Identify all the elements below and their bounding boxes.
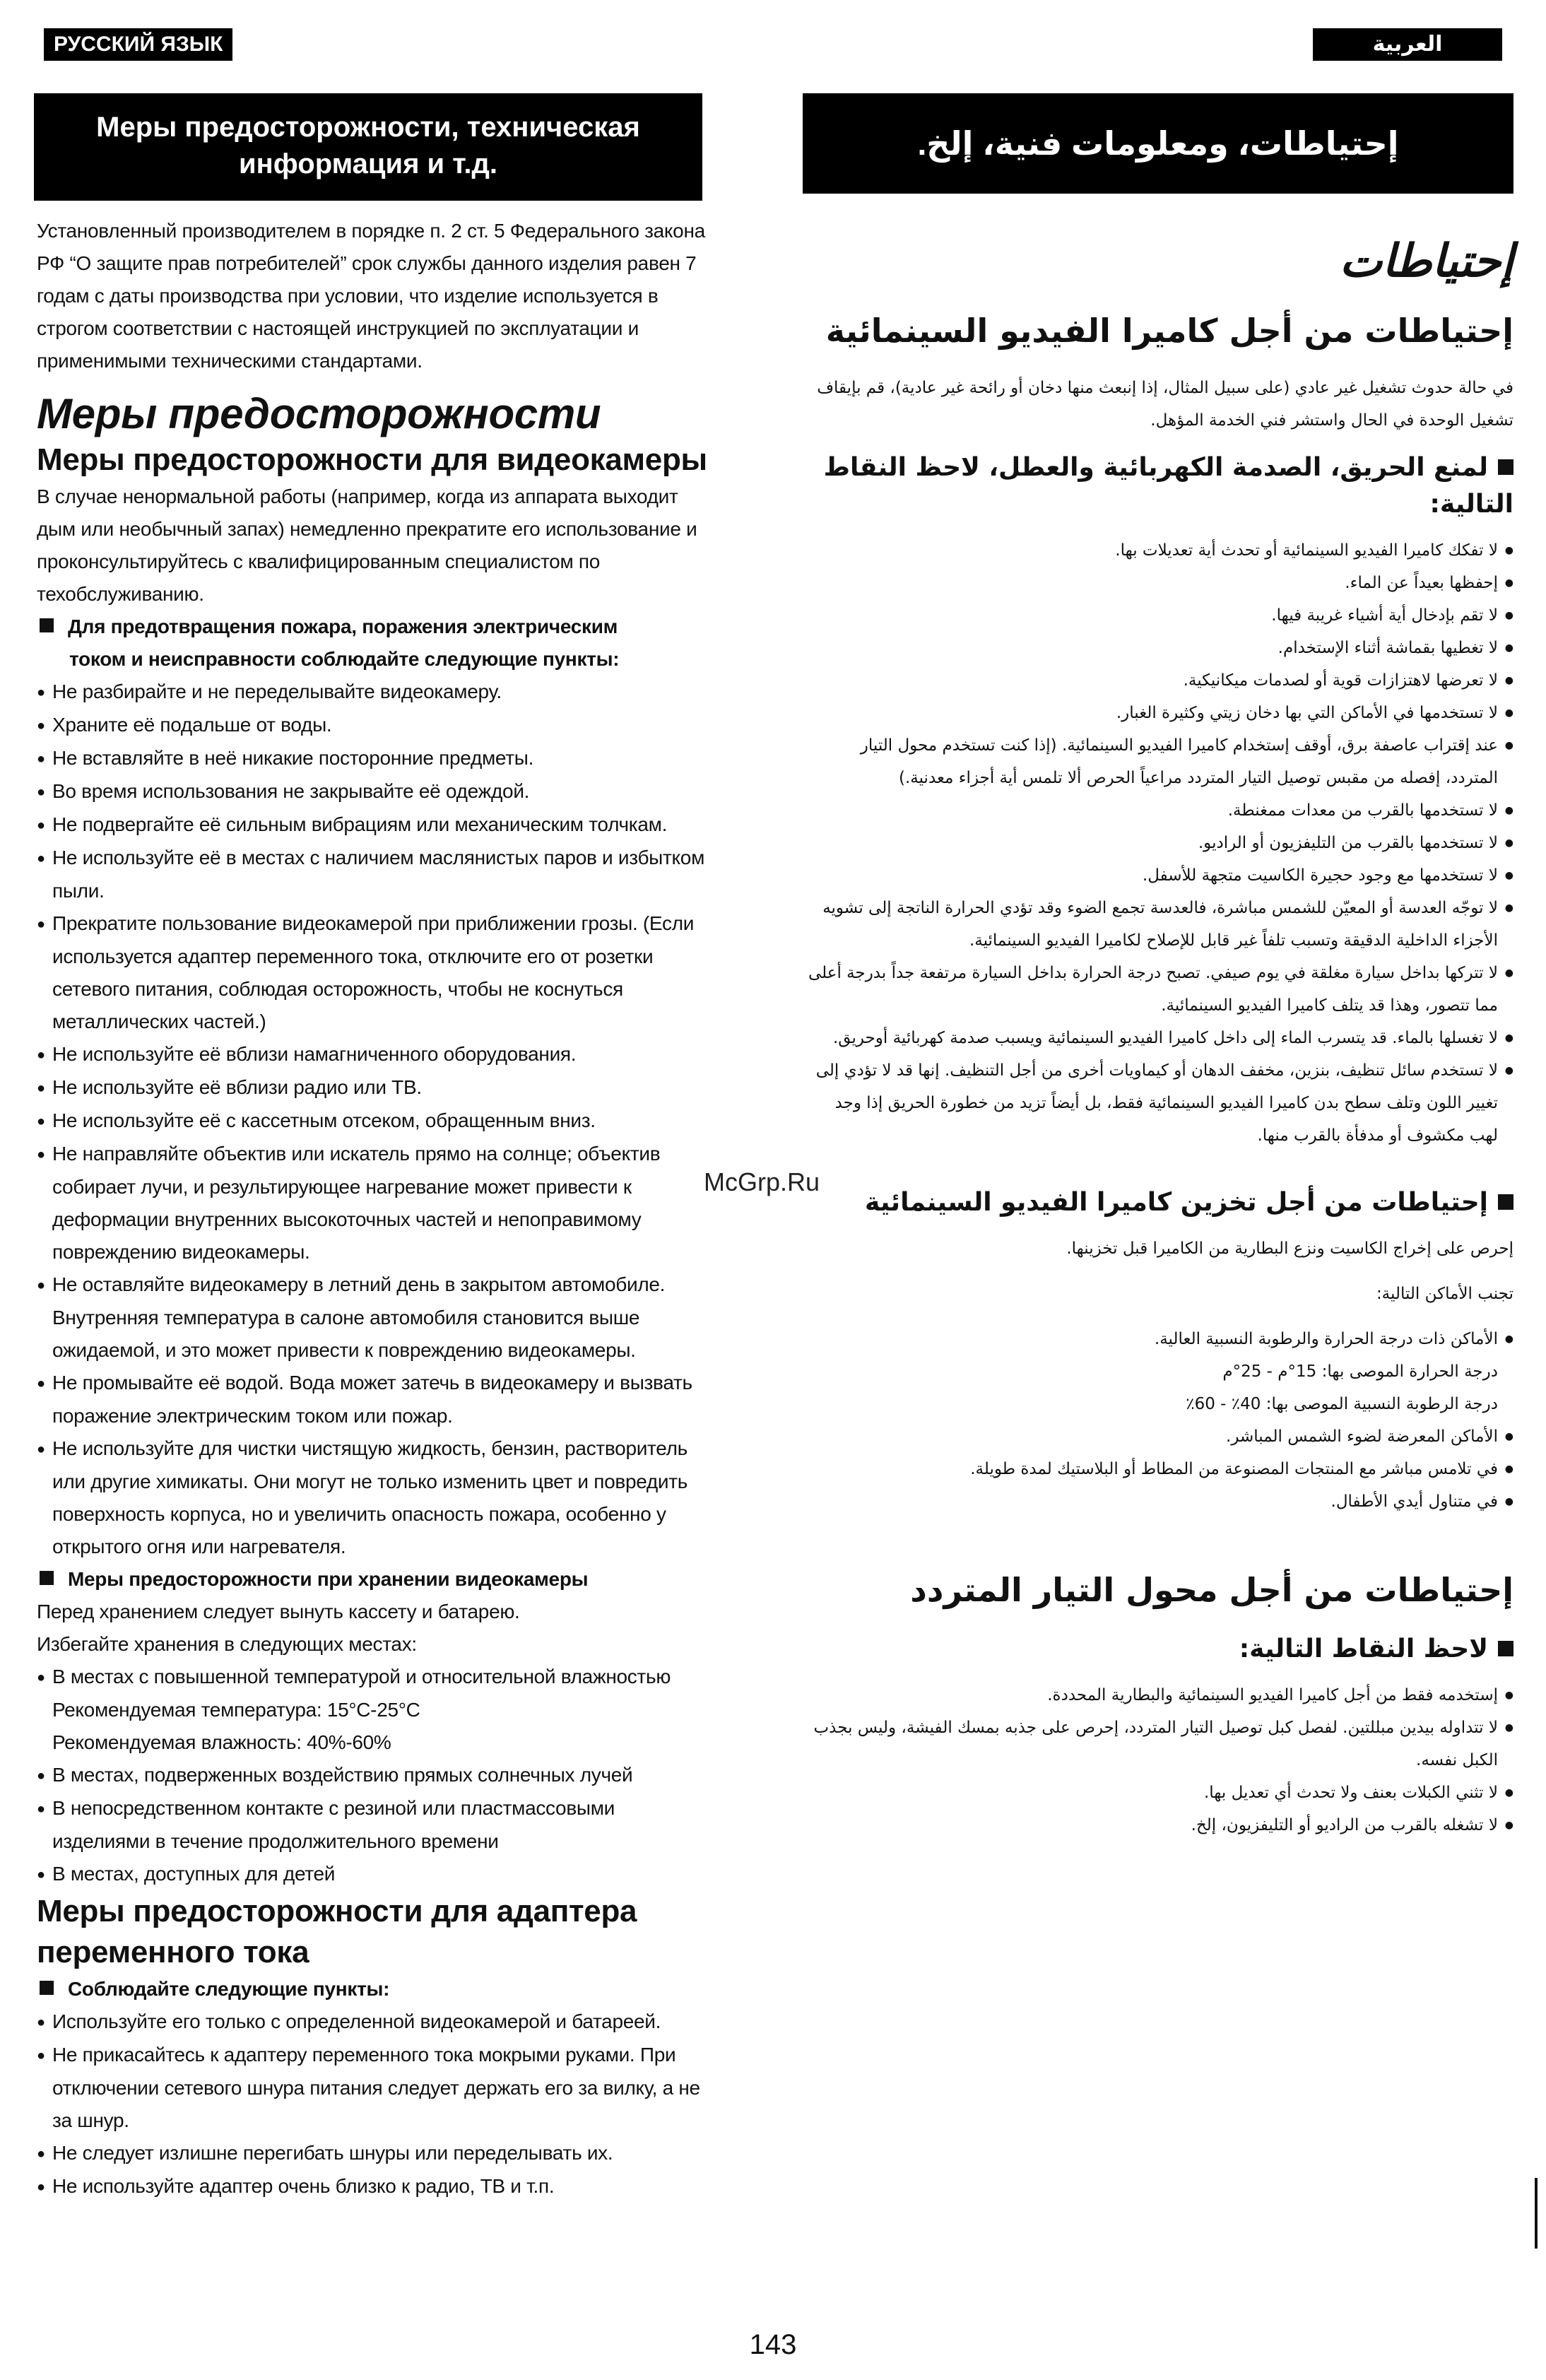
square-bullet-icon: [40, 1981, 54, 1995]
list-item: ● لا تشغله بالقرب من الراديو أو التليفزيون، إلخ.: [807, 1809, 1513, 1842]
precautions-heading-arabic: إحتياطات: [1339, 235, 1513, 288]
list-item: ● Не используйте её вблизи намагниченного оборудования.: [37, 1038, 715, 1071]
list-item: ● В местах, подверженных воздействию прямых солнечных лучей: [37, 1759, 715, 1792]
russian-column: [37, 215, 715, 2203]
list-item: ● Не используйте её с кассетным отсеком, обращенным вниз.: [37, 1104, 715, 1138]
list-item: ● В непосредственном контакте с резиной или пластмассовыми изделиями в течение продолжительного времени: [37, 1792, 715, 1858]
list-item: ● لا تستخدمها في الأماكن التي بها دخان زيتي وكثيرة الغبار.: [807, 697, 1513, 729]
storage-avoid-arabic: تجنب الأماكن التالية:: [1376, 1285, 1513, 1303]
arabic-column: [807, 233, 1513, 1842]
list-item: ● لا تعرضها لاهتزازات قوية أو لصدمات ميكانيكية.: [807, 664, 1513, 697]
list-item: ● Не используйте её вблизи радио или ТВ.: [37, 1071, 715, 1104]
list-item: ● Не оставляйте видеокамеру в летний день в закрытом автомобиле. Внутренняя температура в салоне автомобиля становится выше ожидаемой, и это может привести к повреждению видеокамеры.: [37, 1268, 715, 1367]
list-item: ● لا تتداوله بيدين مبللتين. لفصل كبل توصيل التيار المتردد، إحرص على جذبه بمسك الفيشة، وليس بجذب الكبل نفسه.: [807, 1712, 1513, 1777]
square-bullet-icon: [40, 1571, 54, 1585]
list-item: ● Не подвергайте её сильным вибрациям или механическим толчкам.: [37, 808, 715, 842]
storage-humidity: Рекомендуемая влажность: 40%-60%: [52, 1731, 391, 1753]
list-item: ● В местах с повышенной температурой и относительной влажностью: [37, 1661, 715, 1694]
list-item: ● لا تثني الكبلات بعنف ولا تحدث أي تعديل بها.: [807, 1777, 1513, 1809]
list-item: ● Во время использования не закрывайте её одеждой.: [37, 775, 715, 808]
list-item: ● في تلامس مباشر مع المنتجات المصنوعة من المطاط أو البلاستيك لمدة طويلة.: [807, 1453, 1513, 1485]
list-item: ● Не вставляйте в неё никакие посторонние предметы.: [37, 742, 715, 775]
list-item: ● Прекратите пользование видеокамерой при приближении грозы. (Если используется адаптер переменного тока, отключите его от розетки сетевого питания, соблюдая осторожность, чтобы не коснуться металлических частей.): [37, 907, 715, 1038]
list-item: ● لا تغسلها بالماء. قد يتسرب الماء إلى داخل كاميرا الفيديو السينمائية ويسبب صدمة كهربائية أوحريق.: [807, 1022, 1513, 1054]
storage-avoid-line: Избегайте хранения в следующих местах:: [37, 1633, 417, 1655]
square-bullet-icon: [40, 618, 54, 632]
storage-temperature-arabic: درجة الحرارة الموصى بها: 15°م - 25°م: [1222, 1362, 1498, 1381]
square-bullet-icon: [1498, 1194, 1513, 1210]
list-item: ● لا تفكك كاميرا الفيديو السينمائية أو تحدث أية تعديلات بها.: [807, 534, 1513, 567]
camera-abnormal-paragraph: В случае ненормальной работы (например, когда из аппарата выходит дым или необычный запах) немедленно прекратите его использование и проконсультируйтесь с квалифицированным специалистом по техобслуживанию.: [37, 485, 697, 605]
list-item: ● لا تقم بإدخال أية أشياء غريبة فيها.: [807, 599, 1513, 632]
storage-humidity-arabic: درجة الرطوبة النسبية الموصى بها: 40٪ - 60٪: [1186, 1395, 1498, 1413]
adapter-heading-arabic: إحتياطات من أجل محول التيار المتردد: [910, 1571, 1513, 1609]
list-item: ● В местах, доступных для детей: [37, 1858, 715, 1891]
list-item: ● إستخدمه فقط من أجل كاميرا الفيديو السينمائية والبطارية المحددة.: [807, 1679, 1513, 1712]
camera-precautions-heading-arabic: إحتياطات من أجل كاميرا الفيديو السينمائية: [825, 312, 1513, 350]
section-banner-arabic: إحتياطات، ومعلومات فنية، إلخ.: [803, 93, 1513, 194]
list-item: ● لا تغطيها بقماشة أثناء الإستخدام.: [807, 632, 1513, 664]
fire-prevention-subheading-cont: током и неисправности соблюдайте следующие пункты:: [69, 648, 620, 670]
square-bullet-icon: [1498, 1641, 1513, 1656]
language-tag-russian: РУССКИЙ ЯЗЫК: [44, 28, 232, 61]
language-tag-arabic: العربية: [1313, 28, 1502, 61]
list-item: ● لا تستخدمها بالقرب من التليفزيون أو الراديو.: [807, 827, 1513, 859]
list-item: ● عند إقتراب عاصفة برق، أوقف إستخدام كاميرا الفيديو السينمائية. (إذا كنت تستخدم محول التيار المتردد، إفصله من مقبس توصيل التيار المتردد مراعياً الحرص ألا تلمس أية أجزاء معدنية.): [807, 729, 1513, 794]
fire-prevention-subheading-arabic: لمنع الحريق، الصدمة الكهربائية والعطل، لاحظ النقاط التالية:: [823, 453, 1513, 519]
storage-intro-line: Перед хранением следует вынуть кассету и батарею.: [37, 1601, 520, 1622]
list-item: ● لا تتركها بداخل سيارة مغلقة في يوم صيفي. تصبح درجة الحرارة بداخل السيارة مرتفعة جداً بدرجة أعلى مما تتصور، وهذا قد يتلف كاميرا الفيديو السينمائية.: [807, 957, 1513, 1022]
list-item: ● لا تستخدمها بالقرب من معدات ممغنطة.: [807, 794, 1513, 827]
list-item: ● Не промывайте её водой. Вода может затечь в видеокамеру и вызвать поражение электрическим током или пожар.: [37, 1367, 715, 1432]
square-bullet-icon: [1498, 459, 1513, 475]
adapter-subheading-arabic: لاحظ النقاط التالية:: [807, 1631, 1513, 1668]
list-item: ● Не прикасайтесь к адаптеру переменного тока мокрыми руками. При отключении сетевого шнура питания следует держать его за вилку, а не за шнур.: [37, 2039, 715, 2137]
list-item: ● Не разбирайте и не переделывайте видеокамеру.: [37, 676, 715, 709]
list-item: ● Не направляйте объектив или искатель прямо на солнце; объектив собирает лучи, и результирующее нагревание может привести к деформации внутренних высокоточных частей и непоправимому повреждению видеокамеры.: [37, 1138, 715, 1268]
list-item: ● Не используйте её в местах с наличием маслянистых паров и избытком пыли.: [37, 842, 715, 907]
margin-bar: [1535, 2178, 1538, 2249]
storage-heading-arabic: إحتياطات من أجل تخزين كاميرا الفيديو السينمائية: [807, 1184, 1513, 1221]
camera-abnormal-paragraph-arabic: في حالة حدوث تشغيل غير عادي (على سبيل المثال، إذا إنبعث منها دخان أو رائحة غير عادية)، قم بإيقاف تشغيل الوحدة في الحال واستشر فني الخدمة المؤهل.: [817, 379, 1513, 430]
adapter-precautions-heading: Меры предосторожности для адаптера переменного тока: [37, 1894, 637, 1969]
list-item: ● Не используйте для чистки чистящую жидкость, бензин, растворитель или другие химикаты. Они могут не только изменить цвет и повредить поверхность корпуса, но и увеличить опасность пожара, особенно у открытого огня или нагревателя.: [37, 1432, 715, 1563]
storage-intro-arabic: إحرص على إخراج الكاسيت ونزع البطارية من الكاميرا قبل تخزينها.: [1066, 1239, 1513, 1258]
list-item: ● Используйте его только с определенной видеокамерой и батареей.: [37, 2005, 715, 2039]
list-item: ● Храните её подальше от воды.: [37, 709, 715, 742]
list-item: ● Не используйте адаптер очень близко к радио, ТВ и т.п.: [37, 2170, 715, 2203]
list-item: ● لا تستخدمها مع وجود حجيرة الكاسيت متجهة للأسفل.: [807, 859, 1513, 892]
list-item: ● لا تستخدم سائل تنظيف، بنزين، مخفف الدهان أو كيماويات أخرى من أجل التنظيف. إنها قد لا تؤدي إلى تغيير اللون وتلف سطح بدن كاميرا الفيديو السينمائية فقط، بل أيضاً تزيد من خطورة الحريق إذا وجد لهب مكشوف أو مدفأة بالقرب منها.: [807, 1054, 1513, 1152]
list-item: ● لا توجّه العدسة أو المعيّن للشمس مباشرة، فالعدسة تجمع الضوء وقد تؤدي الحرارة الناتجة إلى تشويه الأجزاء الداخلية الدقيقة وتسبب تلفاً غير قابل للإصلاح لكاميرا الفيديو السينمائية.: [807, 892, 1513, 957]
service-life-paragraph: Установленный производителем в порядке п. 2 ст. 5 Федерального закона РФ “О защите прав потребителей” срок службы данного изделия равен 7 годам с даты производства при условии, что изделие используется в строгом соответствии с настоящей инструкцией по эксплуатации и применимыми техническими стандартами.: [37, 220, 705, 372]
storage-temperature: Рекомендуемая температура: 15°C-25°C: [52, 1699, 420, 1721]
page-number: 143: [749, 2329, 797, 2360]
fire-prevention-subheading: Для предотвращения пожара, поражения электрическим: [37, 611, 715, 643]
fire-prevention-list-arabic: [807, 534, 1513, 1152]
list-item: ● في متناول أيدي الأطفال.: [807, 1485, 1513, 1518]
list-item: ● الأماكن المعرضة لضوء الشمس المباشر.: [807, 1420, 1513, 1453]
watermark: McGrp.Ru: [704, 1167, 820, 1196]
list-item: ● الأماكن ذات درجة الحرارة والرطوبة النسبية العالية.: [807, 1323, 1513, 1355]
adapter-subheading: Соблюдайте следующие пункты:: [37, 1973, 715, 2005]
fire-prevention-list: [37, 676, 715, 1563]
section-banner-russian: Меры предосторожности, техническая информация и т.д.: [34, 93, 702, 201]
storage-subheading: Меры предосторожности при хранении видеокамеры: [37, 1563, 715, 1596]
camera-precautions-heading: Меры предосторожности для видеокамеры: [37, 442, 707, 477]
list-item: ● إحفظها بعيداً عن الماء.: [807, 567, 1513, 599]
precautions-heading: Меры предосторожности: [37, 390, 601, 437]
list-item: ● Не следует излишне перегибать шнуры или переделывать их.: [37, 2137, 715, 2170]
